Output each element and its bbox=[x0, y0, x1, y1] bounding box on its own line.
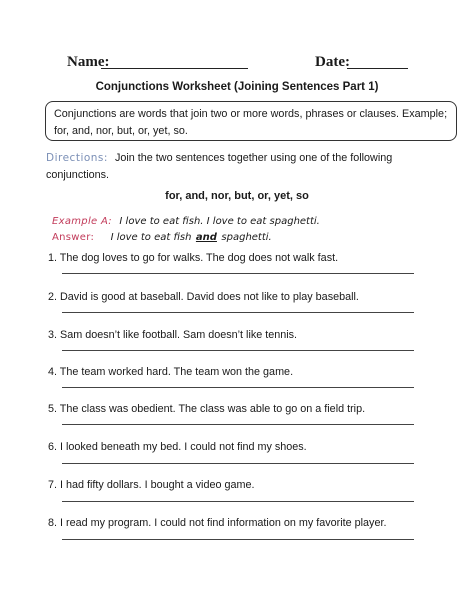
date-label: Date: bbox=[315, 54, 350, 70]
definition-box bbox=[45, 101, 457, 141]
answer-conjunction: and bbox=[195, 232, 217, 243]
question-5: 5. The class was obedient. The class was able to go on a field trip. bbox=[48, 403, 366, 415]
answer-label: Answer: bbox=[52, 232, 95, 243]
example-text: I love to eat fish. I love to eat spaghetti. bbox=[119, 216, 320, 227]
answer-line-7[interactable] bbox=[62, 501, 414, 502]
worksheet-title: Conjunctions Worksheet (Joining Sentences Part 1) bbox=[95, 81, 379, 93]
question-4: 4. The team worked hard. The team won the game. bbox=[48, 366, 294, 378]
name-field[interactable] bbox=[101, 68, 248, 69]
answer-line-5[interactable] bbox=[62, 424, 414, 425]
question-2: 2. David is good at baseball. David does not like to play baseball. bbox=[48, 291, 359, 303]
date-field[interactable] bbox=[347, 68, 408, 69]
directions-label: Directions: bbox=[46, 152, 108, 164]
answer-line-2[interactable] bbox=[62, 312, 414, 313]
name-label: Name: bbox=[67, 54, 110, 70]
question-3: 3. Sam doesn’t like football. Sam doesn’t like tennis. bbox=[48, 329, 298, 341]
answer-after: spaghetti. bbox=[221, 232, 272, 243]
answer-line-3[interactable] bbox=[62, 350, 414, 351]
question-6: 6. I looked beneath my bed. I could not find my shoes. bbox=[48, 441, 307, 453]
directions-text-1: Join the two sentences together using one of the following bbox=[114, 152, 393, 164]
answer-line-4[interactable] bbox=[62, 387, 414, 388]
conjunction-list: for, and, nor, but, or, yet, so bbox=[165, 190, 309, 202]
answer-line-8[interactable] bbox=[62, 539, 414, 540]
answer-line-6[interactable] bbox=[62, 463, 414, 464]
question-1: 1. The dog loves to go for walks. The dog does not walk fast. bbox=[48, 252, 339, 264]
answer-line-1[interactable] bbox=[62, 273, 414, 274]
definition-line-1: Conjunctions are words that join two or more words, phrases or clauses. Example; bbox=[54, 108, 448, 120]
example-label: Example A: bbox=[52, 216, 112, 227]
directions-text-2: conjunctions. bbox=[46, 169, 110, 181]
answer-before: I love to eat fish bbox=[110, 232, 192, 243]
question-8: 8. I read my program. I could not find information on my favorite player. bbox=[48, 517, 387, 529]
answer-row bbox=[52, 227, 272, 245]
directions bbox=[46, 150, 446, 167]
definition-line-2: for, and, nor, but, or, yet, so. bbox=[54, 125, 188, 137]
question-7: 7. I had fifty dollars. I bought a video game. bbox=[48, 479, 255, 491]
